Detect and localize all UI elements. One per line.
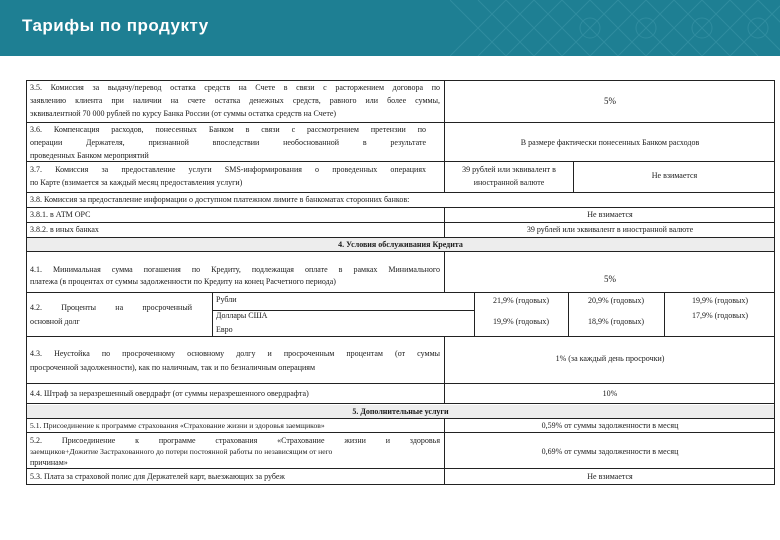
row-4-2-rate-top-3: 19,9% (годовых)	[691, 296, 749, 305]
row-3-7-value-1-line-1: 39 рублей или эквивалент в	[462, 165, 556, 174]
row-3-6-text-line-1: 3.6. Компенсация расходов, понесенных Банком в связи с рассмотрением претензии по	[30, 125, 426, 134]
row-5-3-value: Не взимается	[587, 472, 633, 481]
row-5-2-text-line-1: 5.2. Присоединение к программе страхования «Страхование жизни и здоровья	[30, 436, 440, 445]
row-4-1-value: 5%	[604, 274, 616, 284]
row-4-2-currency-rub: Рубли	[216, 295, 237, 304]
row-4-2-rate-bottom-2: 18,9% (годовых)	[587, 317, 645, 326]
row-4-2-currency-eur: Евро	[216, 325, 233, 334]
row-3-5-text-line-3: эквивалентной 70 000 рублей по курсу Банка России (от суммы остатка средств на Счете)	[30, 109, 337, 118]
row-3-6-text-line-2: операции Держателя, признанной впоследствии необоснованной в результате	[30, 138, 426, 147]
row-4-4-text: 4.4. Штраф за неразрешенный овердрафт (от суммы неразрешенного овердрафта)	[30, 389, 309, 398]
section-5-title: 5. Дополнительные услуги	[352, 407, 449, 416]
row-4-3-value: 1% (за каждый день просрочки)	[555, 354, 665, 363]
row-3-5-value: 5%	[604, 96, 616, 106]
row-4-2-rate-bottom-3: 17,9% (годовых)	[691, 311, 749, 320]
row-3-6-value: В размере фактически понесенных Банком расходов	[520, 138, 700, 147]
row-3-8-text: 3.8. Комиссия за предоставление информации о доступном платежном лимите в банкоматах сторонних банков:	[30, 195, 410, 204]
row-4-3-text-line-1: 4.3. Неустойка по просроченному основному долгу и просроченным процентам (от суммы	[30, 349, 440, 358]
row-5-1-value: 0,59% от суммы задолженности в месяц	[541, 421, 679, 430]
row-5-2-value: 0,69% от суммы задолженности в месяц	[541, 447, 679, 456]
row-3-7-value-2: Не взимается	[651, 171, 698, 180]
row-3-8-2-value: 39 рублей или эквивалент в иностранной валюте	[526, 225, 694, 234]
row-3-5-text-line-1: 3.5. Комиссия за выдачу/перевод остатка средств на Счете в связи с расторжением договора по	[30, 83, 440, 92]
row-3-5-text-line-2: заявлению клиента при наличии на счете остатка денежных средств, равного или более суммы,	[30, 96, 440, 105]
row-3-6-text-line-3: проведенных Банком мероприятий	[30, 151, 149, 160]
row-4-3-text-line-2: просроченной задолженности), как по наличным, так и по безналичным операциям	[30, 363, 316, 372]
row-4-2-label-line-1: 4.2. Проценты на просроченный	[30, 303, 192, 312]
row-4-2-rate-top-1: 21,9% (годовых)	[492, 296, 550, 305]
row-5-2-text-line-3: причинам»	[30, 458, 68, 467]
row-4-2-rate-bottom-1: 19,9% (годовых)	[492, 317, 550, 326]
row-4-2-currency-usd: Доллары США	[216, 311, 268, 320]
row-3-7-text-line-1: 3.7. Комиссия за предоставление услуги SMS-информирования о проведенных операциях	[30, 165, 426, 174]
row-4-2-label-line-2: основной долг	[30, 317, 80, 326]
slide-title: Тарифы по продукту	[22, 16, 209, 35]
row-3-8-1-text: 3.8.1. в АТМ ОРС	[30, 210, 91, 219]
row-4-2-rate-top-2: 20,9% (годовых)	[587, 296, 645, 305]
row-3-8-1-value: Не взимается	[587, 210, 633, 219]
row-4-1-text-line-1: 4.1. Минимальная сумма погашения по Кредиту, подлежащая оплате в рамках Минимального	[30, 265, 440, 274]
row-5-1-text: 5.1. Присоединение к программе страхования «Страхование жизни и здоровья заемщиков»	[30, 421, 325, 430]
row-5-3-text: 5.3. Плата за страховой полис для Держателей карт, выезжающих за рубеж	[30, 472, 285, 481]
row-3-7-text-line-2: по Карте (взимается за каждый месяц предоставления услуги)	[30, 178, 243, 187]
row-4-4-value: 10%	[602, 389, 618, 398]
section-4-title: 4. Условия обслуживания Кредита	[338, 240, 463, 249]
row-3-8-2-text: 3.8.2. в иных банках	[30, 225, 99, 234]
row-3-7-value-1-line-2: иностранной валюте	[473, 178, 545, 187]
row-5-2-text-line-2: заемщиков+Дожитие Застрахованного до потери постоянной работы по независящим от него	[30, 447, 333, 456]
row-4-1-text-line-2: платежа (в процентах от суммы задолженности по Кредиту на конец Расчетного периода)	[30, 277, 336, 286]
